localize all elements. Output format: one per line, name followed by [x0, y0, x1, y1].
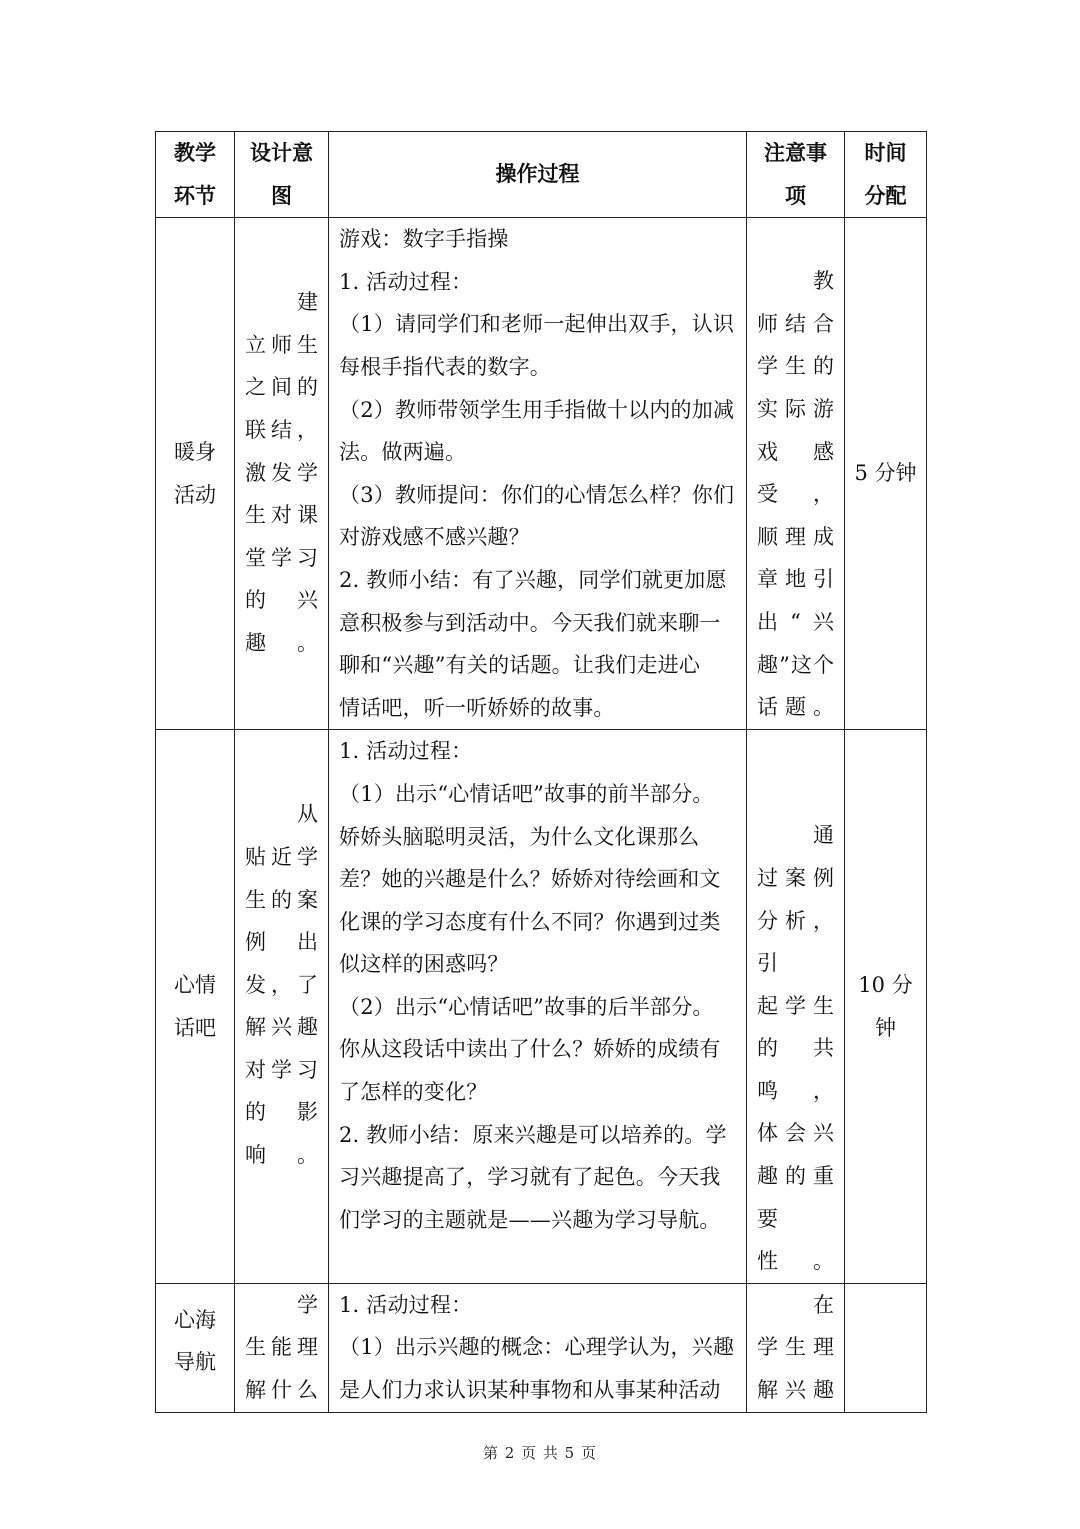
lesson-plan-table [155, 131, 927, 1413]
stage-cell: 心情 话吧 [156, 730, 235, 1284]
table-row [156, 730, 927, 1284]
time-cell: 10 分 钟 [845, 730, 927, 1284]
design-cell: 学 生能理 解什么 [235, 1283, 329, 1412]
time-cell [845, 1283, 927, 1412]
design-cell: 从 贴近学 生的案 例 出 发，了 解兴趣 对学习 的 影 响。 [235, 730, 329, 1284]
process-cell: 1. 活动过程： （1）出示兴趣的概念：心理学认为，兴趣 是人们力求认识某种事物和从事某种活动 [329, 1283, 747, 1412]
header-process: 操作过程 [329, 132, 747, 218]
process-cell: 游戏：数字手指操 1. 活动过程： （1）请同学们和老师一起伸出双手，认识 每根手指代表的数字。 （2）教师带领学生用手指做十以内的加减 法。做两遍。 （3）教师提问：你们的心情怎么样？你们 对游戏感不感兴趣？ 2. 教师小结：有了兴趣，同学们就更加愿 意积极参与到活动中。今天我们就来聊一 聊和“兴趣”有关的话题。让我们走进心 情话吧，听一听娇娇的故事。 [329, 218, 747, 730]
stage-cell: 暖身 活动 [156, 218, 235, 730]
header-time: 时间 分配 [845, 132, 927, 218]
table-header-row [156, 132, 927, 218]
notes-cell: 通 过案例 分析，引 起学生 的共鸣， 体会兴 趣的重 要性 。 [747, 730, 845, 1284]
time-cell: 5 分钟 [845, 218, 927, 730]
table-row [156, 218, 927, 730]
process-cell: 1. 活动过程： （1）出示“心情话吧”故事的前半部分。 娇娇头脑聪明灵活，为什么文化课那么 差？她的兴趣是什么？娇娇对待绘画和文 化课的学习态度有什么不同？你遇到过类 似这样的困惑吗？ （2）出示“心情话吧”故事的后半部分。 你从这段话中读出了什么？娇娇的成绩有 了怎样的变化？ 2. 教师小结：原来兴趣是可以培养的。学 习兴趣提高了，学习就有了起色。今天我 们学习的主题就是——兴趣为学习导航。 [329, 730, 747, 1284]
table-row [156, 1283, 927, 1412]
notes-cell: 在 学生理 解兴趣 [747, 1283, 845, 1412]
header-notes: 注意事 项 [747, 132, 845, 218]
header-stage: 教学 环节 [156, 132, 235, 218]
page-number-footer: 第 2 页 共 5 页 [483, 1444, 597, 1462]
design-cell: 建 立师生 之间的 联结， 激发学 生对课 堂学习 的 兴 趣。 [235, 218, 329, 730]
header-design: 设计意 图 [235, 132, 329, 218]
notes-cell: 教 师结合 学生的 实际游 戏感受， 顺理成 章地引 出“兴 趣”这个 话题。 [747, 218, 845, 730]
stage-cell: 心海 导航 [156, 1283, 235, 1412]
